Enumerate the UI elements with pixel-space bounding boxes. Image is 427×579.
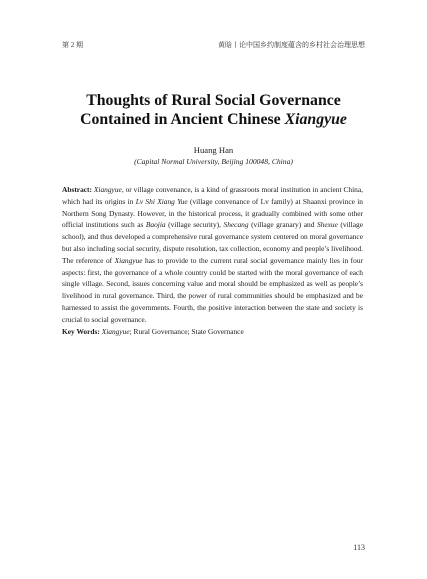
keyword-italic: Xiangyue: [101, 326, 130, 336]
abstract-italic-term: Baojia: [145, 220, 166, 230]
keywords-label: Key Words:: [62, 326, 100, 336]
title-italic: Xiangyue: [284, 111, 347, 128]
author-affiliation: (Capital Normal University, Beijing 100048, China): [134, 157, 293, 166]
keywords-paragraph: [62, 326, 363, 338]
abstract-text-run: (village convenance of Lv family) at Shaanxi province in Northern Song Dynasty. However, in the historical process, it gradually combined with some other official institutions such as: [62, 196, 363, 230]
abstract-paragraph: [62, 184, 363, 326]
header-running-title: 黄晗丨论中国乡约制度蕴含的乡村社会治理思想: [218, 41, 365, 49]
abstract-text: [62, 185, 363, 324]
abstract-italic-term: Shecang: [223, 220, 249, 230]
title-main: Thoughts of Rural Social Governance Contained in Ancient Chinese: [80, 92, 341, 128]
page-number: 113: [353, 543, 365, 552]
keywords-rest: ; Rural Governance; State Governance: [129, 326, 244, 336]
author-name: Huang Han: [193, 145, 234, 155]
abstract-label: Abstract:: [62, 185, 92, 194]
abstract-italic-term: Xiangyue: [114, 255, 143, 265]
abstract-italic-term: Lv Shi Xiang Yue: [135, 196, 188, 206]
header-issue: 第 2 期: [62, 41, 83, 49]
abstract-italic-term: Shexue: [316, 220, 338, 230]
abstract-text-run: (village granary) and: [248, 220, 317, 230]
abstract-text-run: (village security),: [165, 220, 224, 230]
abstract-text-run: (village school), and thus developed a comprehensive rural governance system centered on moral governance but also including social security, dispute resolution, tax collection, economy and people’s livelihood. The reference of: [62, 220, 363, 265]
abstract-text-run: , or village convenance, is a kind of grassroots moral institution in ancient China, which had its origins in: [62, 185, 363, 206]
paper-title: [62, 91, 365, 129]
abstract-italic-term: Xiangyue: [93, 185, 122, 194]
abstract-text-run: has to provide to the current rural social governance mainly lies in four aspects: first, the governance of a whole country could be started with the moral governance of each single village. Second, issues concerning value and moral should be emphasized as well as people’s livelihood in rural governance. Third, the power of rural communities should be emphasized and be harnessed to assist the governments. Fourth, the positive interaction between the state and society is crucial to social governance.: [62, 255, 363, 324]
abstract-block: [62, 184, 363, 337]
